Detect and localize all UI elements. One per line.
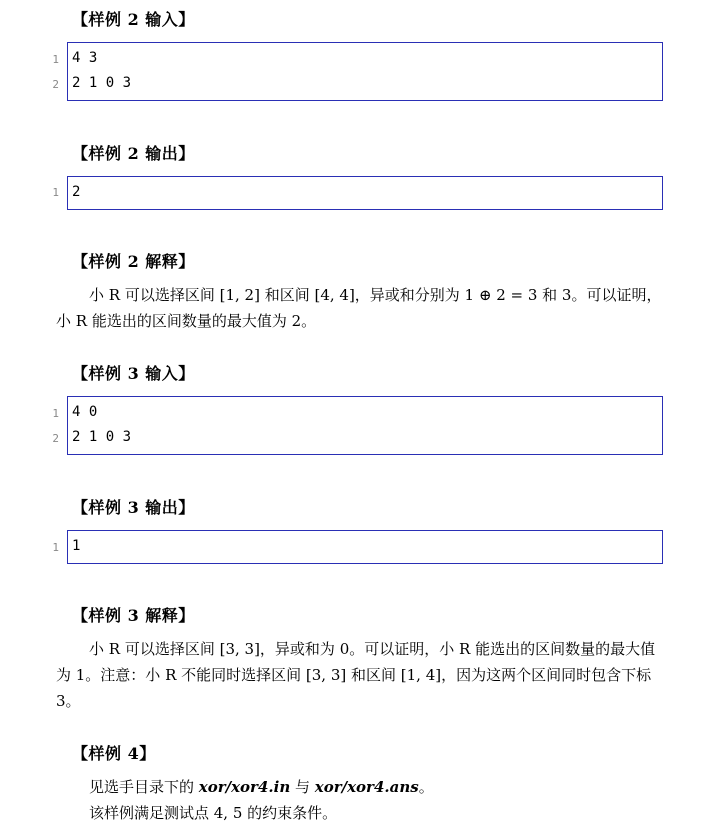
- code-line: 1: [72, 538, 81, 554]
- sample-4-line-2: 该样例满足测试点 4, 5 的约束条件。: [89, 804, 338, 822]
- text: 见选手目录下的: [89, 778, 199, 796]
- line-number: 2: [52, 432, 59, 445]
- code-line: 2: [72, 184, 81, 200]
- sample-3-explanation-heading: 【样例 3 解释】: [72, 606, 195, 625]
- sample-2-explanation-heading: 【样例 2 解释】: [72, 252, 195, 271]
- text: 与: [290, 778, 315, 796]
- line-number: 1: [52, 407, 59, 420]
- sample-4-heading: 【样例 4】: [72, 744, 156, 763]
- line-number: 1: [52, 186, 59, 199]
- sample-4-line-1: [56, 774, 662, 800]
- sample-2-output-heading: 【样例 2 输出】: [72, 144, 195, 163]
- sample-3-input-heading: 【样例 3 输入】: [72, 364, 195, 383]
- explanation-paragraph: 小 R 可以选择区间 [3, 3]，异或和为 0。可以证明，小 R 能选出的区间数量的最大值为 1。注意：小 R 不能同时选择区间 [3, 3] 和区间 [1, 4]，因为这两个区间同时包含下标 3。: [56, 640, 656, 710]
- sample-2-input-box: [67, 42, 663, 101]
- sample-3-explanation-text: [56, 636, 662, 714]
- sample-2-explanation-text: [56, 282, 662, 334]
- line-number: 2: [52, 78, 59, 91]
- text: 。: [418, 778, 434, 796]
- code-line: 2 1 0 3: [72, 429, 132, 445]
- code-line: 4 3: [72, 50, 98, 66]
- sample-4-text: [56, 774, 662, 826]
- sample-2-output-box: [67, 176, 663, 210]
- sample-2-input-heading: 【样例 2 输入】: [72, 10, 195, 29]
- sample-3-output-box: [67, 530, 663, 564]
- code-line: 2 1 0 3: [72, 75, 132, 91]
- file-path-in: xor/xor4.in: [198, 778, 291, 796]
- line-number: 1: [52, 541, 59, 554]
- sample-3-input-box: [67, 396, 663, 455]
- code-line: 4 0: [72, 404, 98, 420]
- file-path-ans: xor/xor4.ans: [314, 778, 419, 796]
- sample-3-output-heading: 【样例 3 输出】: [72, 498, 195, 517]
- line-number: 1: [52, 53, 59, 66]
- explanation-paragraph: 小 R 可以选择区间 [1, 2] 和区间 [4, 4]，异或和分别为 1 ⊕ 2 = 3 和 3。可以证明，小 R 能选出的区间数量的最大值为 2。: [56, 286, 662, 330]
